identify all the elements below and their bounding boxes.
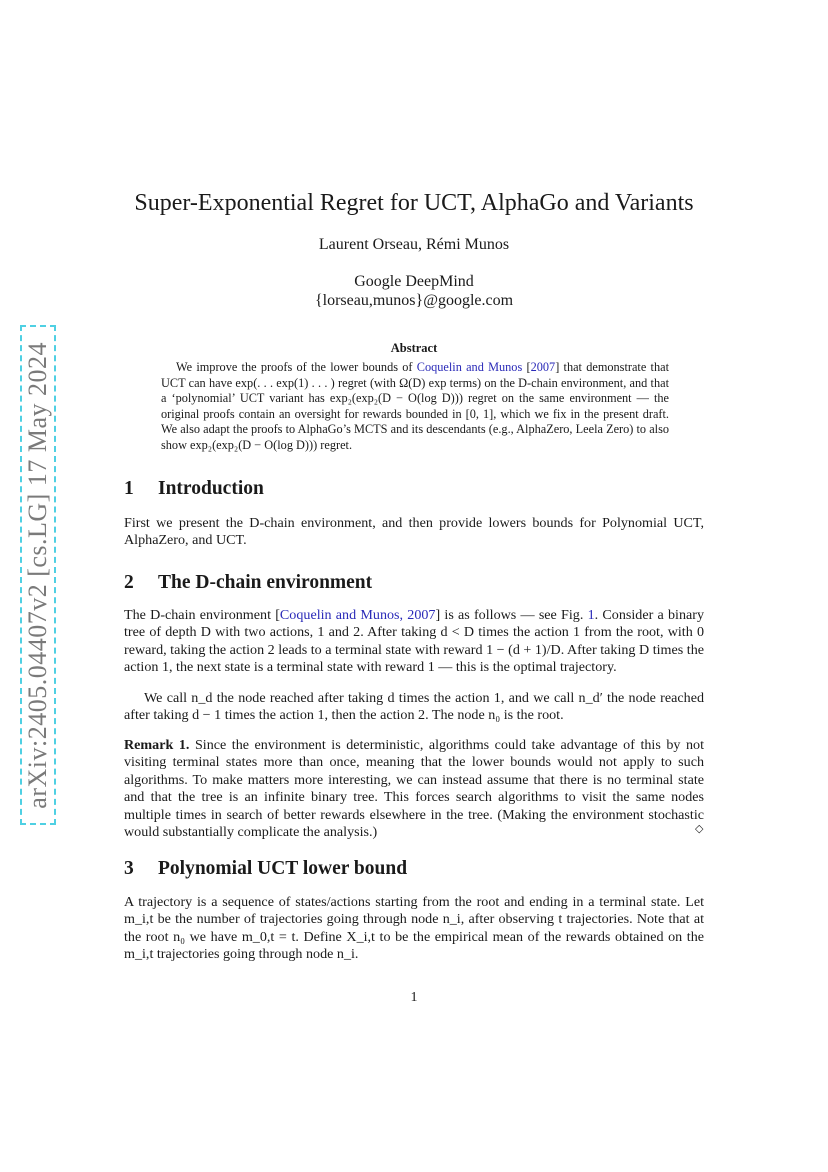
paper-title: Super-Exponential Regret for UCT, AlphaGo and Variants [134,190,694,216]
figure-link[interactable]: 1 [587,607,595,623]
dchain-paragraph-1 [124,607,704,677]
body-text: ] is as follows — see Fig. [435,607,588,623]
body-text: . Consider a binary tree of depth D with two actions, 1 and 2. After taking d < D times the action 1 from the root, with 0 reward, taking the action 2 leads to a terminal state with reward 1 − (d + 1)/D. After taking D times the action 1, the next state is a terminal state with reward 1 — this is the optimal trajectory. [124,607,704,676]
arxiv-sidebar-stamp[interactable] [20,325,56,825]
section-title: Polynomial UCT lower bound [158,858,408,879]
section-heading-dchain [124,572,372,594]
puct-paragraph: A trajectory is a sequence of states/actions starting from the root and ending in a terminal state. Let m_i,t be the number of trajectories going through node n_i, after observing t trajectories. Note that at the root n₀ we have m_0,t = t. Define X_i,t to be the empirical mean of the rewards obtained on the m_i,t trajectories going through node n_i. [124,894,704,963]
remark-block [124,737,704,841]
citation-year-link[interactable]: 2007 [530,360,556,374]
abstract-text: We improve the proofs of the lower bounds of [176,360,417,374]
section-title: Introduction [158,478,264,499]
abstract-heading: Abstract [390,341,438,355]
intro-paragraph: First we present the D-chain environment, and then provide lowers bounds for Polynomial UCT, AlphaZero, and UCT. [124,515,704,549]
page-number: 1 [410,990,418,1005]
section-title: The D-chain environment [158,572,373,593]
abstract-body [161,360,669,454]
affiliation: Google DeepMind [354,273,474,290]
section-number: 3 [124,858,134,879]
section-heading-introduction [124,478,264,500]
citation-link[interactable]: Coquelin and Munos [416,360,523,374]
section-heading-polynomial-uct [124,858,407,880]
abstract-text: ] that demonstrate that UCT can have exp(. . . exp(1) . . . ) regret (with Ω(D) exp terms) on the D-chain environment, and that a ‘polynomial’ UCT variant has exp₂(exp₂(D − O(log D))) regret on the same environment — the original proofs contain an oversight for rewards bounded in [0, 1], which we fix in the present draft. We also adapt the proofs to AlphaGo’s MCTS and its descendants (e.g., AlphaZero, Leela Zero) to also show exp₂(exp₂(D − O(log D))) regret. [161,360,669,452]
remark-label: Remark 1. [124,737,190,753]
remark-text: Since the environment is deterministic, algorithms could take advantage of this by not visiting terminal states more than once, meaning that the lower bounds would not apply to such algorithms. To make matters more interesting, we can instead assume that there is no terminal state and that the tree is an infinite binary tree. This forces search algorithms to visit the same nodes multiple times in search of better rewards elsewhere in the tree. (Making the environment stochastic would substantially complicate the analysis.) [124,737,704,841]
author-email: {lorseau,munos}@google.com [314,292,514,309]
abstract-text: [ [522,360,531,374]
affiliation-block [0,272,828,310]
paper-authors: Laurent Orseau, Rémi Munos [318,236,510,253]
remark-end-marker: ◇ [695,822,704,835]
dchain-paragraph-2: We call n_d the node reached after taking d times the action 1, and we call n_d′ the node reached after taking d − 1 times the action 1, then the action 2. The node n₀ is the root. [124,690,704,724]
arxiv-identifier: arXiv:2405.04407v2 [cs.LG] 17 May 2024 [23,341,52,809]
section-number: 1 [124,478,134,499]
body-text: The D-chain environment [ [124,607,280,623]
citation-link[interactable]: Coquelin and Munos, 2007 [279,607,436,623]
section-number: 2 [124,572,134,593]
